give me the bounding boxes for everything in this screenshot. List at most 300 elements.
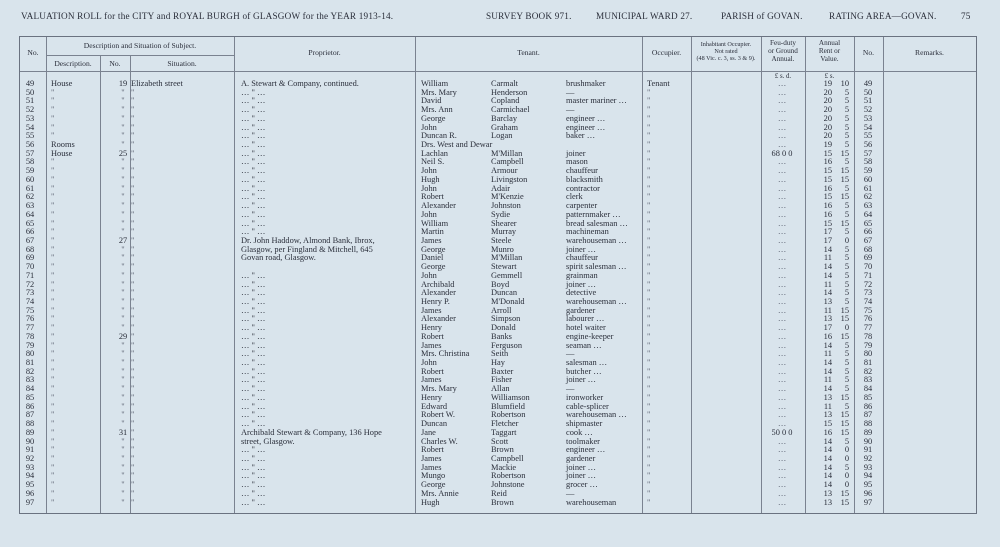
- row-tenant-first-name: Mrs. Ann: [421, 105, 453, 115]
- row-situation: ": [131, 436, 135, 446]
- row-feu-duty: …: [777, 462, 787, 472]
- row-number: 53: [25, 113, 35, 123]
- row-situation: ": [131, 87, 135, 97]
- row-tenant-surname: Reid: [491, 488, 507, 498]
- row-feu-duty: …: [777, 96, 787, 106]
- row-tenant-first-name: Alexander: [421, 314, 456, 324]
- row-number: 72: [25, 279, 35, 289]
- row-feu-duty: …: [777, 87, 787, 97]
- row-situation: ": [131, 471, 135, 481]
- row-situation: ": [131, 331, 135, 341]
- row-rent-pounds: 16: [823, 157, 832, 167]
- col-inhabitant-line2: Not rated: [714, 48, 738, 55]
- row-proprietor: … " …: [241, 87, 266, 97]
- row-street-number: ": [121, 209, 125, 219]
- row-feu-duty: 68 0 0: [771, 148, 793, 158]
- page-number: 75: [961, 11, 971, 21]
- row-number-right: 71: [863, 270, 873, 280]
- row-occupier: ": [647, 297, 651, 306]
- row-description: ": [51, 305, 55, 315]
- row-situation: ": [131, 497, 135, 507]
- row-occupier: ": [647, 157, 651, 167]
- row-rent-shillings: 5: [844, 384, 849, 394]
- row-situation: ": [131, 262, 135, 272]
- row-rent-shillings: 5: [844, 270, 849, 280]
- row-street-number: ": [121, 445, 125, 455]
- row-occupation: engineer …: [566, 113, 606, 123]
- row-proprietor: … " …: [241, 140, 266, 150]
- row-tenant-first-name: Martin: [421, 227, 444, 237]
- row-tenant-first-name: James: [421, 340, 442, 350]
- row-rent-shillings: 5: [844, 279, 849, 289]
- row-occupation: warehouseman: [566, 497, 617, 507]
- row-feu-duty: …: [777, 105, 787, 115]
- row-rent-shillings: 5: [844, 262, 849, 272]
- row-situation: ": [131, 148, 135, 158]
- row-number: 60: [25, 174, 35, 184]
- row-occupier: ": [647, 96, 651, 106]
- row-tenant-surname: Boyd: [491, 279, 510, 289]
- row-number: 56: [25, 140, 35, 150]
- row-occupation: chauffeur: [566, 166, 598, 176]
- row-proprietor: … " …: [241, 358, 266, 368]
- row-rent-shillings: 5: [844, 157, 849, 167]
- row-rent-pounds: 20: [823, 131, 832, 141]
- row-situation: ": [131, 419, 135, 429]
- row-street-number: ": [121, 471, 125, 481]
- row-description: ": [51, 262, 55, 272]
- row-description: ": [51, 105, 55, 115]
- row-tenant-first-name: George: [421, 113, 446, 123]
- row-tenant-first-name: Henry: [421, 323, 442, 333]
- col-no2: No.: [862, 48, 875, 57]
- row-proprietor: … " …: [241, 349, 266, 359]
- row-description: ": [51, 270, 55, 280]
- row-description: ": [51, 480, 55, 490]
- row-occupier: ": [647, 131, 651, 141]
- row-situation: ": [131, 235, 135, 245]
- row-feu-duty: …: [777, 384, 787, 394]
- row-occupier: ": [647, 192, 651, 202]
- row-number-right: 49: [863, 79, 873, 88]
- row-proprietor: … " …: [241, 279, 266, 289]
- row-occupier: ": [647, 201, 651, 211]
- row-number-right: 73: [863, 288, 873, 298]
- row-number-right: 72: [863, 279, 873, 289]
- row-number: 58: [25, 157, 35, 167]
- row-occupier: ": [647, 436, 651, 446]
- col-rent-line2: Rent or: [818, 47, 841, 55]
- survey-book: SURVEY BOOK 971.: [486, 11, 572, 21]
- row-number: 66: [25, 227, 35, 237]
- row-rent-pounds: 11: [823, 305, 832, 315]
- row-street-number: ": [121, 480, 125, 490]
- row-tenant-first-name: Jane: [421, 427, 436, 437]
- row-tenant-first-name: Mrs. Mary: [421, 87, 457, 97]
- row-situation: ": [131, 305, 135, 315]
- row-rent-shillings: 15: [840, 410, 849, 420]
- row-street-number: ": [121, 401, 125, 411]
- row-rent-pounds: 14: [823, 453, 832, 463]
- row-rent-shillings: 5: [844, 113, 849, 123]
- row-tenant-surname: Johnston: [491, 201, 521, 211]
- row-occupier: ": [647, 340, 651, 350]
- row-proprietor: … " …: [241, 192, 266, 202]
- row-feu-duty: …: [777, 262, 787, 272]
- row-occupier: ": [647, 358, 651, 368]
- row-rent-shillings: 0: [844, 323, 849, 333]
- row-rent-pounds: 11: [823, 253, 832, 263]
- row-situation: ": [131, 375, 135, 385]
- row-occupation: cook …: [566, 427, 593, 437]
- row-street-number: ": [121, 323, 125, 333]
- row-situation: ": [131, 488, 135, 498]
- row-situation: ": [131, 349, 135, 359]
- row-tenant-surname: Robertson: [491, 471, 526, 481]
- row-street-number: ": [121, 113, 125, 123]
- row-description: ": [51, 471, 55, 481]
- row-situation: ": [131, 410, 135, 420]
- row-rent-pounds: 15: [823, 174, 832, 184]
- row-rent-pounds: 20: [823, 87, 832, 97]
- row-rent-pounds: 15: [823, 192, 832, 202]
- row-occupation: shipmaster: [566, 419, 603, 429]
- row-tenant-first-name: Robert W.: [421, 410, 455, 420]
- row-number: 62: [25, 192, 35, 202]
- row-number: 64: [25, 209, 35, 219]
- row-occupier: ": [647, 262, 651, 272]
- row-tenant-surname: Adair: [491, 183, 511, 193]
- row-description: ": [51, 488, 55, 498]
- row-tenant-first-name: James: [421, 235, 442, 245]
- feu-units: £ s. d.: [774, 73, 792, 80]
- row-occupier: ": [647, 227, 651, 237]
- row-description: ": [51, 340, 55, 350]
- row-tenant-surname: Donald: [491, 323, 516, 333]
- row-situation: ": [131, 366, 135, 376]
- row-occupation: grocer …: [566, 480, 598, 490]
- row-number-right: 59: [863, 166, 873, 176]
- row-number: 85: [25, 392, 35, 402]
- row-rent-shillings: 0: [844, 471, 849, 481]
- row-rent-shillings: 5: [844, 209, 849, 219]
- row-rent-shillings: 5: [844, 401, 849, 411]
- row-description: ": [51, 366, 55, 376]
- col-feu-duty: [761, 39, 805, 63]
- row-rent-shillings: 15: [840, 148, 849, 158]
- row-feu-duty: …: [777, 270, 787, 280]
- row-situation: ": [131, 157, 135, 167]
- row-proprietor: … " …: [241, 497, 266, 507]
- row-street-number: ": [121, 192, 125, 202]
- row-number-right: 64: [863, 209, 873, 219]
- row-rent-pounds: 16: [823, 209, 832, 219]
- row-tenant-first-name: Charles W.: [421, 436, 458, 446]
- row-tenant-surname: M'Kenzie: [491, 192, 524, 202]
- row-number-right: 76: [863, 314, 873, 324]
- row-rent-shillings: 5: [844, 122, 849, 132]
- row-number: 74: [25, 297, 35, 306]
- row-proprietor: … " …: [241, 174, 266, 184]
- row-number-right: 60: [863, 174, 873, 184]
- row-tenant-first-name: William: [421, 218, 449, 228]
- row-street-number: ": [121, 392, 125, 402]
- row-occupier: ": [647, 244, 651, 254]
- row-street-number: ": [121, 462, 125, 472]
- row-number: 94: [25, 471, 35, 481]
- row-street-number: 29: [118, 331, 128, 341]
- row-tenant-surname: Mackie: [491, 462, 517, 472]
- row-proprietor: Glasgow, per Fingland & Mitchell, 645: [241, 244, 373, 254]
- row-situation: ": [131, 323, 135, 333]
- row-rent-pounds: 14: [823, 366, 832, 376]
- row-proprietor: … " …: [241, 209, 266, 219]
- row-rent-shillings: 15: [840, 497, 849, 507]
- row-feu-duty: …: [777, 410, 787, 420]
- row-tenant-first-name: Robert: [421, 192, 444, 202]
- row-tenant-first-name: John: [421, 183, 437, 193]
- row-description: ": [51, 288, 55, 298]
- row-feu-duty: …: [777, 358, 787, 368]
- row-tenant-surname: Armour: [491, 166, 518, 176]
- row-rent-pounds: 14: [823, 445, 832, 455]
- row-rent-pounds: 20: [823, 113, 832, 123]
- row-rent-shillings: 10: [840, 79, 849, 88]
- row-proprietor: … " …: [241, 419, 266, 429]
- row-tenant-first-name: John: [421, 122, 437, 132]
- row-occupation: toolmaker: [566, 436, 600, 446]
- row-rent-pounds: 17: [823, 227, 832, 237]
- row-description: ": [51, 279, 55, 289]
- col-desc-group: Description and Situation of Subject.: [83, 41, 197, 50]
- row-street-number: ": [121, 244, 125, 254]
- col-tenant: Tenant.: [517, 48, 540, 57]
- row-occupier: ": [647, 497, 651, 507]
- row-number: 70: [25, 262, 35, 272]
- row-street-number: ": [121, 366, 125, 376]
- row-occupation: joiner: [566, 148, 586, 158]
- row-tenant-first-name: David: [421, 96, 442, 106]
- row-rent-shillings: 5: [844, 349, 849, 359]
- row-occupier: ": [647, 480, 651, 490]
- row-situation: ": [131, 122, 135, 132]
- row-description: House: [51, 79, 73, 88]
- row-rent-pounds: 20: [823, 122, 832, 132]
- municipal-ward: MUNICIPAL WARD 27.: [596, 11, 693, 21]
- row-street-number: ": [121, 253, 125, 263]
- row-street-number: ": [121, 157, 125, 167]
- row-occupation: brushmaker: [566, 79, 606, 88]
- row-street-number: 19: [118, 79, 128, 88]
- row-number-right: 79: [863, 340, 873, 350]
- row-description: ": [51, 227, 55, 237]
- row-occupation: seaman …: [566, 340, 602, 350]
- row-number: 83: [25, 375, 35, 385]
- row-occupier: ": [647, 140, 651, 150]
- row-situation: ": [131, 270, 135, 280]
- row-description: ": [51, 166, 55, 176]
- row-street-number: ": [121, 166, 125, 176]
- row-proprietor: … " …: [241, 480, 266, 490]
- row-occupier: ": [647, 488, 651, 498]
- row-tenant-first-name: Edward: [421, 401, 448, 411]
- row-occupier: ": [647, 392, 651, 402]
- row-occupation: bread salesman …: [566, 218, 628, 228]
- row-occupation: cable-splicer: [566, 401, 609, 411]
- row-number-right: 85: [863, 392, 873, 402]
- row-number: 69: [25, 253, 35, 263]
- row-rent-pounds: 13: [823, 497, 832, 507]
- row-occupation: —: [566, 105, 575, 115]
- row-number: 65: [25, 218, 35, 228]
- row-occupation: —: [566, 384, 575, 394]
- row-occupier: ": [647, 427, 651, 437]
- row-situation: ": [131, 288, 135, 298]
- row-description: ": [51, 192, 55, 202]
- row-occupier: ": [647, 453, 651, 463]
- row-situation: ": [131, 253, 135, 263]
- row-proprietor: … " …: [241, 340, 266, 350]
- row-number-right: 68: [863, 244, 873, 254]
- row-street-number: ": [121, 384, 125, 394]
- row-tenant-surname: Fisher: [491, 375, 512, 385]
- row-number-right: 66: [863, 227, 873, 237]
- row-occupier: ": [647, 323, 651, 333]
- row-street-number: ": [121, 131, 125, 141]
- row-street-number: ": [121, 105, 125, 115]
- row-feu-duty: …: [777, 314, 787, 324]
- row-rent-pounds: 13: [823, 297, 832, 306]
- row-situation: ": [131, 218, 135, 228]
- row-number-right: 83: [863, 375, 873, 385]
- row-street-number: ": [121, 375, 125, 385]
- row-description: ": [51, 419, 55, 429]
- row-tenant-surname: Stewart: [491, 262, 517, 272]
- row-situation: ": [131, 462, 135, 472]
- row-number: 50: [25, 87, 35, 97]
- row-occupier: ": [647, 305, 651, 315]
- row-tenant-first-name: Henry P.: [421, 297, 450, 306]
- row-occupation: clerk: [566, 192, 583, 202]
- row-situation: ": [131, 166, 135, 176]
- row-tenant-surname: M'Millan: [491, 253, 523, 263]
- row-occupation: warehouseman …: [566, 297, 627, 306]
- row-rent-pounds: 14: [823, 288, 832, 298]
- row-rent-pounds: 14: [823, 471, 832, 481]
- row-situation: ": [131, 392, 135, 402]
- row-tenant-surname: Sydie: [491, 209, 511, 219]
- row-situation: ": [131, 131, 135, 141]
- row-occupier: ": [647, 462, 651, 472]
- col-feu-line3: Annual.: [771, 55, 795, 63]
- row-tenant-surname: M'Donald: [491, 297, 525, 306]
- row-number: 76: [25, 314, 35, 324]
- row-feu-duty: …: [777, 419, 787, 429]
- row-tenant-first-name: Henry: [421, 392, 442, 402]
- row-proprietor: … " …: [241, 122, 266, 132]
- row-description: ": [51, 497, 55, 507]
- row-number: 87: [25, 410, 35, 420]
- row-occupier: ": [647, 87, 651, 97]
- col-inhabitant-line3: (48 Vic. c. 3, ss. 3 & 9).: [696, 55, 756, 62]
- row-feu-duty: …: [777, 401, 787, 411]
- row-street-number: ": [121, 497, 125, 507]
- row-tenant-first-name: Alexander: [421, 288, 456, 298]
- row-tenant-first-name: James: [421, 462, 442, 472]
- row-number: 61: [25, 183, 35, 193]
- row-rent-pounds: 14: [823, 384, 832, 394]
- row-feu-duty: …: [777, 392, 787, 402]
- row-tenant-first-name: George: [421, 480, 446, 490]
- row-street-number: 27: [118, 235, 128, 245]
- row-tenant-surname: Banks: [491, 331, 512, 341]
- col-proprietor: Proprietor.: [308, 48, 341, 57]
- row-tenant-first-name: William: [421, 79, 449, 88]
- row-number-right: 51: [863, 96, 873, 106]
- row-description: ": [51, 218, 55, 228]
- row-number-right: 86: [863, 401, 873, 411]
- row-tenant-surname: Barclay: [491, 113, 518, 123]
- row-occupation: spirit salesman …: [566, 262, 627, 272]
- row-feu-duty: …: [777, 166, 787, 176]
- row-feu-duty: …: [777, 235, 787, 245]
- row-proprietor: … " …: [241, 157, 266, 167]
- row-description: ": [51, 209, 55, 219]
- row-rent-shillings: 5: [844, 201, 849, 211]
- row-proprietor: … " …: [241, 305, 266, 315]
- row-occupation: joiner …: [566, 375, 597, 385]
- row-tenant-surname: Blumfield: [491, 401, 525, 411]
- row-tenant-surname: Brown: [491, 445, 514, 455]
- row-tenant-surname: Logan: [491, 131, 513, 141]
- row-description: ": [51, 453, 55, 463]
- row-rent-shillings: 15: [840, 419, 849, 429]
- row-number-right: 56: [863, 140, 873, 150]
- row-occupation: salesman …: [566, 358, 608, 368]
- row-description: ": [51, 157, 55, 167]
- row-situation: ": [131, 453, 135, 463]
- row-occupier: ": [647, 209, 651, 219]
- row-situation: ": [131, 192, 135, 202]
- row-situation: ": [131, 480, 135, 490]
- rent-units: £ s.: [824, 73, 835, 80]
- row-proprietor: … " …: [241, 270, 266, 280]
- row-number-right: 82: [863, 366, 873, 376]
- row-occupation: —: [566, 87, 575, 97]
- row-rent-pounds: 13: [823, 392, 832, 402]
- row-rent-pounds: 16: [823, 331, 832, 341]
- row-tenant-first-name: Neil S.: [421, 157, 445, 167]
- row-rent-pounds: 15: [823, 218, 832, 228]
- row-occupation: joiner …: [566, 471, 597, 481]
- row-rent-shillings: 5: [844, 297, 849, 306]
- row-number-right: 54: [863, 122, 873, 132]
- row-street-number: 31: [118, 427, 128, 437]
- row-proprietor: … " …: [241, 384, 266, 394]
- row-situation: ": [131, 314, 135, 324]
- row-proprietor: … " …: [241, 392, 266, 402]
- row-proprietor: … " …: [241, 218, 266, 228]
- row-rent-shillings: 5: [844, 375, 849, 385]
- row-tenant-first-name: Archibald: [421, 279, 455, 289]
- row-feu-duty: …: [777, 305, 787, 315]
- row-situation: ": [131, 96, 135, 106]
- row-tenant-first-name: John: [421, 270, 437, 280]
- row-rent-pounds: 16: [823, 427, 832, 437]
- row-rent-shillings: 5: [844, 340, 849, 350]
- row-proprietor: … " …: [241, 201, 266, 211]
- row-feu-duty: …: [777, 122, 787, 132]
